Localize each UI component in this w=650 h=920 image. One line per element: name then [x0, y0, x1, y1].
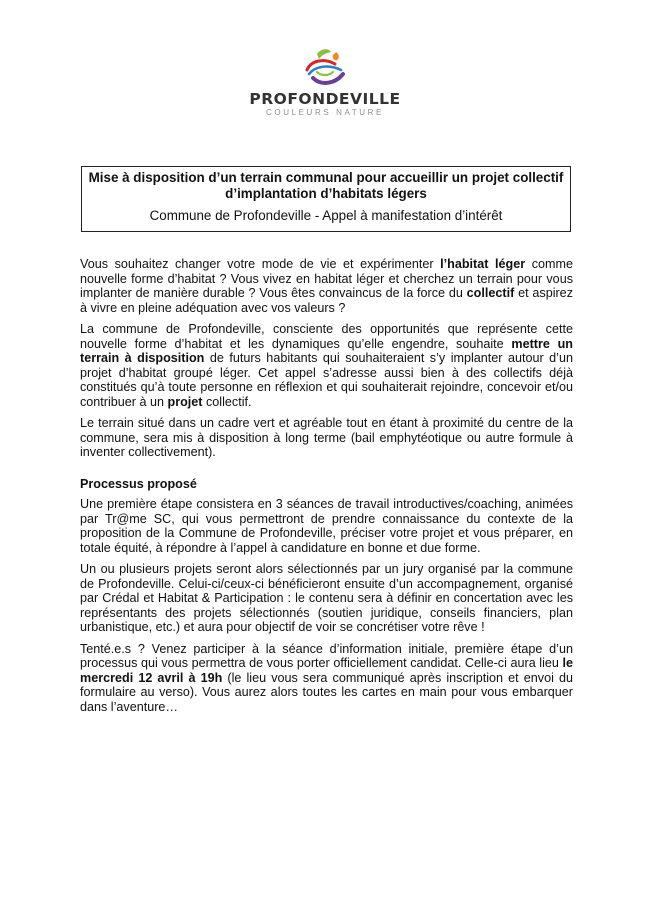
intro-paragraph-1 [80, 257, 573, 315]
page-title: Mise à disposition d’un terrain communal pour accueillir un projet collectif d’implantation d’habitats légers [88, 170, 564, 201]
intro-paragraph-2 [80, 322, 573, 409]
text: Tenté.e.s ? Venez participer à la séance d’information initiale, première étape d’un processus qui vous permettra de vous porter officiellement candidat. Celle-ci aura lieu [80, 641, 573, 670]
text: collectif. [202, 394, 252, 409]
emphasis: l’habitat léger [440, 257, 526, 271]
title-box [81, 166, 571, 232]
text: et aspirez à vivre en pleine adéquation avec vos valeurs ? [80, 286, 573, 315]
text: de futurs habitants qui souhaiteraient s’y implanter autour d’un projet d’habitat groupé léger. Cet appel s’adresse aussi bien à des collectifs déjà constitués qu’à toute personne en réflexion et qui souhaiterait rejoindre, concevoir et/ou contribuer à un [80, 351, 573, 409]
intro-paragraph-3: Le terrain situé dans un cadre vert et agréable tout en étant à proximité du centre de la commune, sera mis à disposition à long terme (bail emphytéotique ou autre formule à inventer collectivement). [80, 416, 573, 459]
emphasis-date: le mercredi 12 avril à 19h [80, 656, 573, 685]
text: La commune de Profondeville, consciente des opportunités que représente cette nouvelle forme d’habitat et les dynamiques qu’elle engendre, souhaite [80, 322, 573, 351]
text: comme nouvelle forme d’habitat ? Vous vivez en habitat léger et cherchez un terrain pour vous implanter de manière durable ? Vous êtes convaincus de la force du [80, 257, 573, 300]
process-paragraph-2: Un ou plusieurs projets seront alors sélectionnés par un jury organisé par la commune de Profondeville. Celui-ci/ceux-ci bénéficieront ensuite d’un accompagnement, organisé par Crédal et Habitat & Participation : le contenu sera à définir en concertation avec les représentants des projets sélectionnés (soutien juridique, conseils financiers, plan urbanistique, etc.) et aura pour objectif de voir se concrétiser votre rêve ! [80, 562, 573, 634]
emphasis: mettre un terrain à disposition [80, 336, 573, 365]
profondeville-logo [0, 48, 650, 117]
process-paragraph-3 [80, 642, 573, 715]
document-body [80, 257, 573, 721]
logo-name: PROFONDEVILLE [249, 90, 401, 108]
text: (le lieu vous sera communiqué après inscription et envoi du formulaire au verso). Vous aurez alors toutes les cartes en main pour vous embarquer dans l’aventure… [80, 670, 574, 714]
page-subtitle: Commune de Profondeville - Appel à manifestation d’intérêt [149, 208, 503, 223]
logo-emblem-icon [295, 48, 355, 88]
emphasis: projet [167, 394, 203, 409]
logo-tagline: COULEURS NATURE [266, 108, 384, 117]
section-title-processus: Processus proposé [80, 476, 197, 491]
process-paragraph-1: Une première étape consistera en 3 séances de travail introductives/coaching, animées par Tr@me SC, qui vous permettront de prendre connaissance du contexte de la proposition de la Commune de Profondeville, préciser votre projet et vous préparer, en totale équité, à répondre à l’appel à candidature en bonne et due forme. [80, 497, 573, 555]
emphasis: collectif [466, 286, 515, 300]
text: Vous souhaitez changer votre mode de vie et expérimenter [80, 257, 441, 271]
